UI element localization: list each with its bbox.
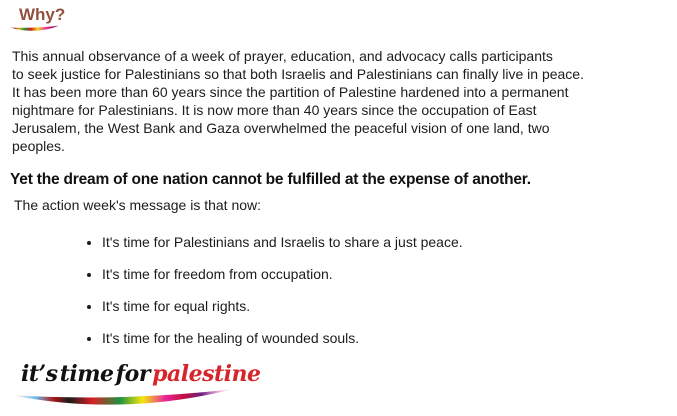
list-item: • It's time for freedom from occupation. (102, 265, 677, 283)
intro-line: This annual observance of a week of prayer, education, and advocacy calls participants (12, 48, 553, 64)
intro-paragraph (12, 47, 677, 155)
intro-line: Jerusalem, the West Bank and Gaza overwhelmed the peaceful vision of one land, two (12, 120, 550, 136)
page (0, 5, 677, 416)
logo-prefix: it’s time for (21, 361, 153, 387)
intro-line: to seek justice for Palestinians so that both Israelis and Palestinians can finally live in peace. (12, 66, 584, 82)
message-intro: The action week's message is that now: (14, 197, 262, 213)
page-title: Why? (19, 5, 66, 24)
intro-line: peoples. (12, 138, 65, 154)
logo-brand: palestine (152, 361, 261, 387)
list-item: • It's time for Palestinians and Israelis to share a just peace. (102, 233, 677, 251)
footer (0, 361, 677, 409)
action-list (0, 233, 677, 347)
intro-line: It has been more than 60 years since the partition of Palestine hardened into a permanent (12, 84, 569, 100)
intro-line: nightmare for Palestinians. It is now more than 40 years since the occupation of East (12, 102, 537, 118)
list-item: • It's time for equal rights. (102, 297, 677, 315)
statement: Yet the dream of one nation cannot be fulfilled at the expense of another. (10, 171, 531, 188)
list-item: • It's time for the healing of wounded souls. (102, 329, 677, 347)
its-time-for-palestine-logo[interactable] (21, 361, 677, 387)
